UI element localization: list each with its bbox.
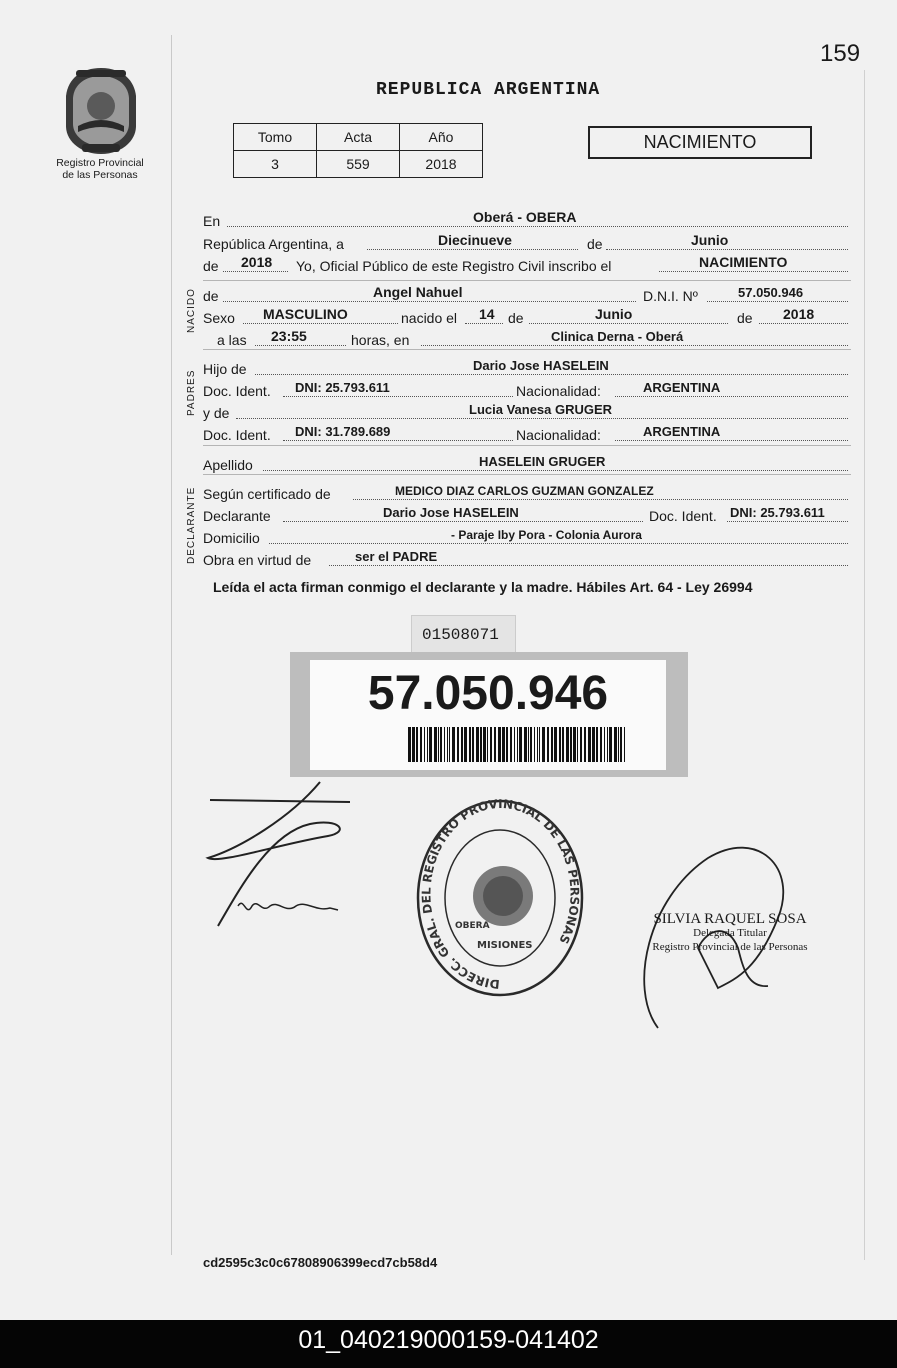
barcode-bar — [487, 727, 488, 762]
barcode-bar — [416, 727, 418, 762]
document-title: REPUBLICA ARGENTINA — [376, 80, 601, 100]
barcode-bar — [476, 727, 479, 762]
tomo-acta-anio-table — [233, 123, 483, 178]
barcode-bar — [592, 727, 595, 762]
tomo-header: Tomo — [234, 124, 317, 151]
page-number: 159 — [820, 40, 861, 67]
row-hora: a las 23:55 horas, en Clinica Derna - Oberá — [203, 326, 848, 348]
row-declarante: Declarante Dario Jose HASELEIN Doc. Ident. DNI: 25.793.611 — [203, 502, 848, 524]
barcode-bar — [483, 727, 486, 762]
barcode-bar — [452, 727, 455, 762]
barcode-bar — [424, 727, 425, 762]
anio-value: 2018 — [400, 151, 483, 178]
serial-number: 01508071 — [422, 626, 499, 644]
barcode-bar — [537, 727, 538, 762]
barcode-bar — [412, 727, 415, 762]
barcode-bar — [596, 727, 598, 762]
barcode-bar — [480, 727, 482, 762]
barcode-bar — [510, 727, 512, 762]
barcode-bar — [624, 727, 625, 762]
mother-name: Lucia Vanesa GRUGER — [469, 402, 613, 417]
birth-month: Junio — [595, 306, 633, 322]
row-nacido-name: de Angel Nahuel D.N.I. Nº 57.050.946 — [203, 282, 848, 304]
birth-place: Clinica Derna - Oberá — [551, 329, 684, 344]
row-obra: Obra en virtud de ser el PADRE — [203, 546, 848, 568]
barcode-bar — [490, 727, 492, 762]
acta-value: 559 — [317, 151, 400, 178]
month: Junio — [691, 232, 729, 248]
row-republica: República Argentina, a Diecinueve de Junio — [203, 230, 848, 252]
row-en: En Oberá - OBERA — [203, 207, 848, 229]
father-nationality: ARGENTINA — [643, 380, 721, 395]
place-city: Oberá - OBERA — [473, 209, 577, 225]
barcode-bar — [559, 727, 561, 762]
anio-header: Año — [400, 124, 483, 151]
child-sex: MASCULINO — [263, 306, 348, 322]
barcode-bar — [547, 727, 549, 762]
section-label-padres: PADRES — [186, 369, 197, 416]
section-label-declarante: DECLARANTE — [186, 486, 197, 564]
barcode-bar — [514, 727, 515, 762]
barcode-bar — [539, 727, 540, 762]
barcode-bar — [604, 727, 605, 762]
barcode-bar — [472, 727, 474, 762]
province-seal-logo — [62, 66, 140, 156]
barcode-bar — [498, 727, 501, 762]
barcode-bar — [570, 727, 572, 762]
birth-day: 14 — [479, 306, 495, 322]
row-mother-doc: Doc. Ident. DNI: 31.789.689 Nacionalidad: ARGENTINA — [203, 421, 848, 443]
barcode — [408, 727, 628, 762]
row-domicilio: Domicilio - Paraje Iby Pora - Colonia Aurora — [203, 524, 848, 546]
barcode-bar — [519, 727, 522, 762]
barcode-bar — [506, 727, 508, 762]
barcode-bar — [440, 727, 442, 762]
file-code: 01_040219000159-041402 — [298, 1326, 599, 1354]
signer-role: Delegada Titular — [693, 927, 767, 939]
barcode-bar — [607, 727, 608, 762]
row-hijo: Hijo de Dario Jose HASELEIN — [203, 355, 848, 377]
barcode-bar — [562, 727, 564, 762]
child-name: Angel Nahuel — [373, 284, 463, 300]
surname: HASELEIN GRUGER — [479, 454, 606, 469]
barcode-bar — [534, 727, 535, 762]
stamp-ring-text: DIRECC. GRAL. DEL REGISTRO PROVINCIAL DE LAS PERSONAS — [419, 798, 582, 992]
barcode-bar — [609, 727, 612, 762]
signer-name: SILVIA RAQUEL SOSA — [653, 911, 807, 927]
section-label-nacido: NACIDO — [186, 288, 197, 333]
barcode-bar — [464, 727, 467, 762]
right-margin-line — [864, 70, 865, 1260]
barcode-bar — [461, 727, 463, 762]
row-yde: y de Lucia Vanesa GRUGER — [203, 399, 848, 421]
barcode-bar — [408, 727, 411, 762]
signer-org: Registro Provincial de las Personas — [652, 941, 808, 953]
barcode-bar — [580, 727, 582, 762]
left-margin-line — [171, 35, 172, 1255]
barcode-bar — [620, 727, 622, 762]
row-segun: Según certificado de MEDICO DIAZ CARLOS GUZMAN GONZALEZ — [203, 480, 848, 502]
father-doc: DNI: 25.793.611 — [295, 380, 390, 395]
certificate-issuer: MEDICO DIAZ CARLOS GUZMAN GONZALEZ — [395, 484, 654, 498]
barcode-bar — [528, 727, 529, 762]
barcode-bar — [420, 727, 422, 762]
dni-number-large: 57.050.946 — [367, 667, 609, 720]
official-seal — [415, 798, 585, 998]
barcode-bar — [429, 727, 432, 762]
barcode-bar — [618, 727, 619, 762]
row-apellido: Apellido HASELEIN GRUGER — [203, 451, 848, 473]
acta-header: Acta — [317, 124, 400, 151]
birth-time: 23:55 — [271, 328, 307, 344]
barcode-bar — [542, 727, 545, 762]
barcode-bar — [577, 727, 578, 762]
barcode-bar — [554, 727, 557, 762]
row-oficial: de 2018 Yo, Oficial Público de este Registro Civil inscribo el NACIMIENTO — [203, 252, 848, 274]
mother-doc: DNI: 31.789.689 — [295, 424, 391, 439]
dni-sticker — [290, 652, 688, 777]
mother-nationality: ARGENTINA — [643, 424, 721, 439]
barcode-bar — [517, 727, 518, 762]
year: 2018 — [241, 254, 273, 270]
stamp-bottom-text: MISIONES — [477, 940, 533, 951]
declarant-signature — [200, 778, 370, 938]
child-dni: 57.050.946 — [738, 285, 804, 300]
day-words: Diecinueve — [438, 232, 512, 248]
barcode-bar — [502, 727, 505, 762]
barcode-bar — [614, 727, 617, 762]
document-hash: cd2595c3c0c67808906399ecd7cb58d4 — [203, 1255, 438, 1270]
stamp-city-text: OBERA — [455, 921, 490, 931]
declarant-name: Dario Jose HASELEIN — [383, 505, 519, 520]
barcode-bar — [566, 727, 569, 762]
barcode-bar — [434, 727, 437, 762]
barcode-bar — [449, 727, 450, 762]
barcode-bar — [530, 727, 532, 762]
birth-year: 2018 — [783, 306, 815, 322]
barcode-bar — [600, 727, 602, 762]
barcode-bar — [494, 727, 496, 762]
barcode-bar — [427, 727, 428, 762]
row-sexo: Sexo MASCULINO nacido el 14 de Junio de 2018 — [203, 304, 848, 326]
row-father-doc: Doc. Ident. DNI: 25.793.611 Nacionalidad: ARGENTINA — [203, 377, 848, 399]
barcode-bar — [457, 727, 459, 762]
record-type-box: NACIMIENTO — [588, 126, 812, 159]
barcode-bar — [588, 727, 591, 762]
closing-statement: Leída el acta firman conmigo el declarante y la madre. Hábiles Art. 64 - Ley 26994 — [213, 579, 753, 595]
signer-block — [640, 912, 820, 954]
tomo-value: 3 — [234, 151, 317, 178]
declarant-capacity: ser el PADRE — [355, 549, 438, 564]
barcode-bar — [447, 727, 448, 762]
logo-caption: Registro Provincial de las Personas — [56, 157, 144, 181]
barcode-bar — [551, 727, 553, 762]
inscribe-type: NACIMIENTO — [699, 254, 788, 270]
barcode-bar — [584, 727, 586, 762]
barcode-bar — [573, 727, 576, 762]
barcode-bar — [524, 727, 527, 762]
barcode-bar — [469, 727, 471, 762]
declarant-address: - Paraje Iby Pora - Colonia Aurora — [451, 528, 642, 542]
file-code-bar — [0, 1320, 897, 1368]
declarant-doc: DNI: 25.793.611 — [730, 505, 825, 520]
barcode-bar — [444, 727, 445, 762]
barcode-bar — [438, 727, 439, 762]
father-name: Dario Jose HASELEIN — [473, 358, 609, 373]
